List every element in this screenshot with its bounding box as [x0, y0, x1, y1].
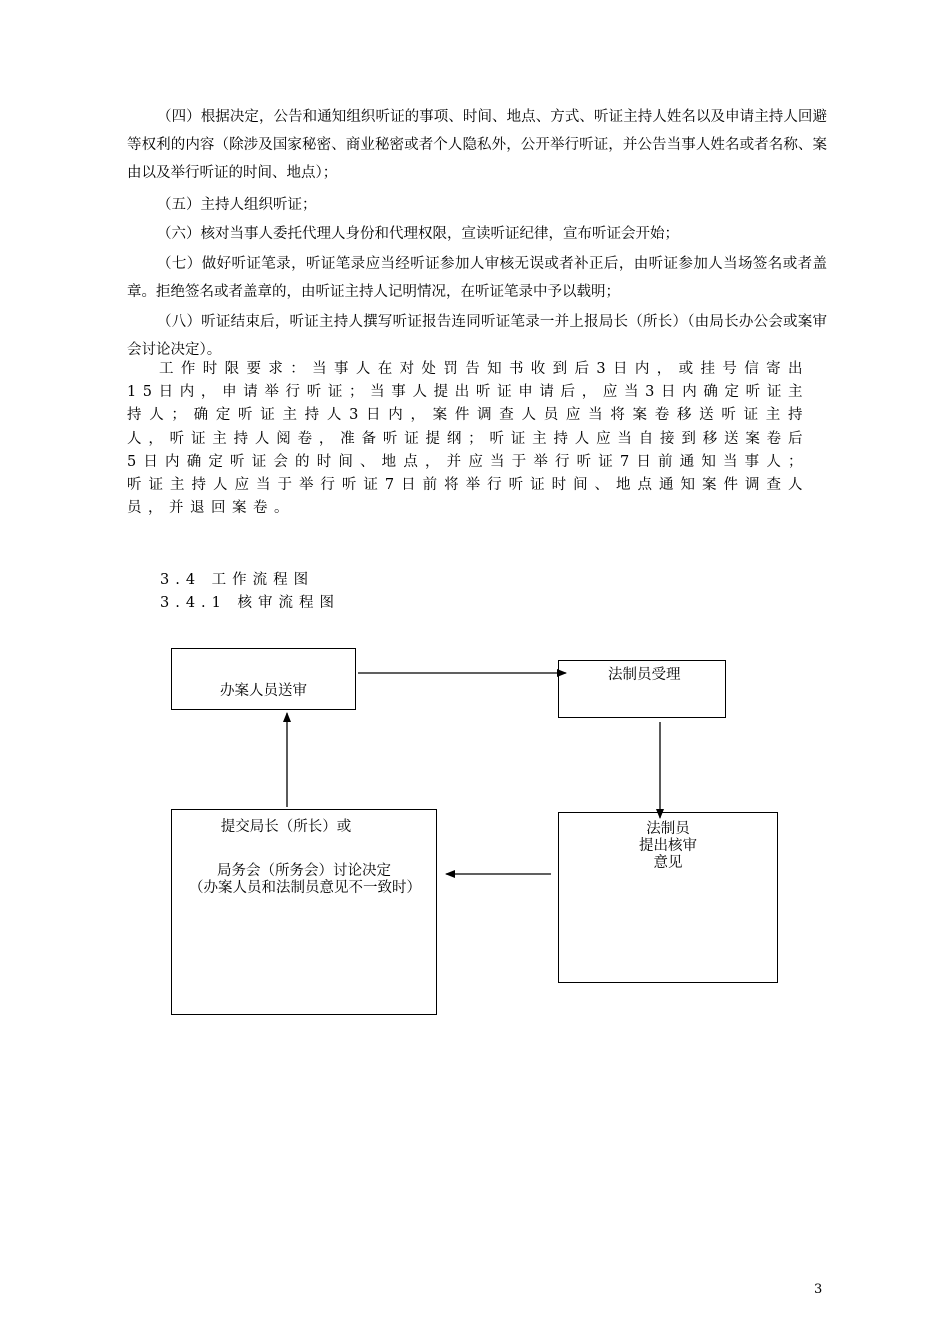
- page-number: 3: [814, 1282, 823, 1297]
- paragraph-6: （六）核对当事人委托代理人身份和代理权限，宣读听证纪律，宣布听证会开始；: [157, 226, 679, 242]
- submit-box-label: 办案人员送审: [220, 683, 307, 699]
- subsection-heading: 3.4.1 核审流程图: [160, 595, 341, 611]
- section-heading: 3.4 工作流程图: [160, 572, 315, 588]
- time-limit-paragraph: 工作时限要求：当事人在对处罚告知书收到后3日内，或挂号信寄出15日内，申请举行听证；当事人提出听证申请后，应当3日内确定听证主持人；确定听证主持人3日内，案件调查人员应当将案卷移送听证主持人，听证主持人阅卷，准备听证提纲；听证主持人应当自接到移送案卷后5日内确定听证会的时间、地点，并应当于举行听证7日前通知当事人；听证主持人应当于举行听证7日前将举行听证时间、地点通知案件调查人员，并退回案卷。: [127, 361, 809, 517]
- director-decision-line1: 提交局长（所长）或: [220, 819, 352, 835]
- director-decision-line3: （办案人员和法制员意见不一致时）: [189, 880, 421, 896]
- paragraph-5: （五）主持人组织听证；: [157, 197, 317, 213]
- paragraph-7: （七）做好听证笔录，听证笔录应当经听证参加人审核无误或者补正后，由听证参加人当场签名或者盖章。拒绝签名或者盖章的，由听证主持人记明情况，在听证笔录中予以载明；: [127, 256, 827, 300]
- director-decision-line2: 局务会（所务会）讨论决定: [217, 863, 391, 879]
- legal-officer-opinion-line3: 意见: [653, 855, 683, 871]
- legal-officer-accept-label: 法制员受理: [608, 667, 681, 683]
- paragraph-8: （八）听证结束后，听证主持人撰写听证报告连同听证笔录一并上报局长（所长）（由局长办公会或案审会讨论决定）。: [127, 314, 827, 358]
- legal-officer-opinion-line1: 法制员: [646, 821, 690, 837]
- legal-officer-opinion-line2: 提出核审: [639, 838, 697, 854]
- paragraph-4: （四）根据决定，公告和通知组织听证的事项、时间、地点、方式、听证主持人姓名以及申请主持人回避等权利的内容（除涉及国家秘密、商业秘密或者个人隐私外，公开举行听证，并公告当事人姓名或者名称、案由以及举行听证的时间、地点）；: [127, 109, 827, 181]
